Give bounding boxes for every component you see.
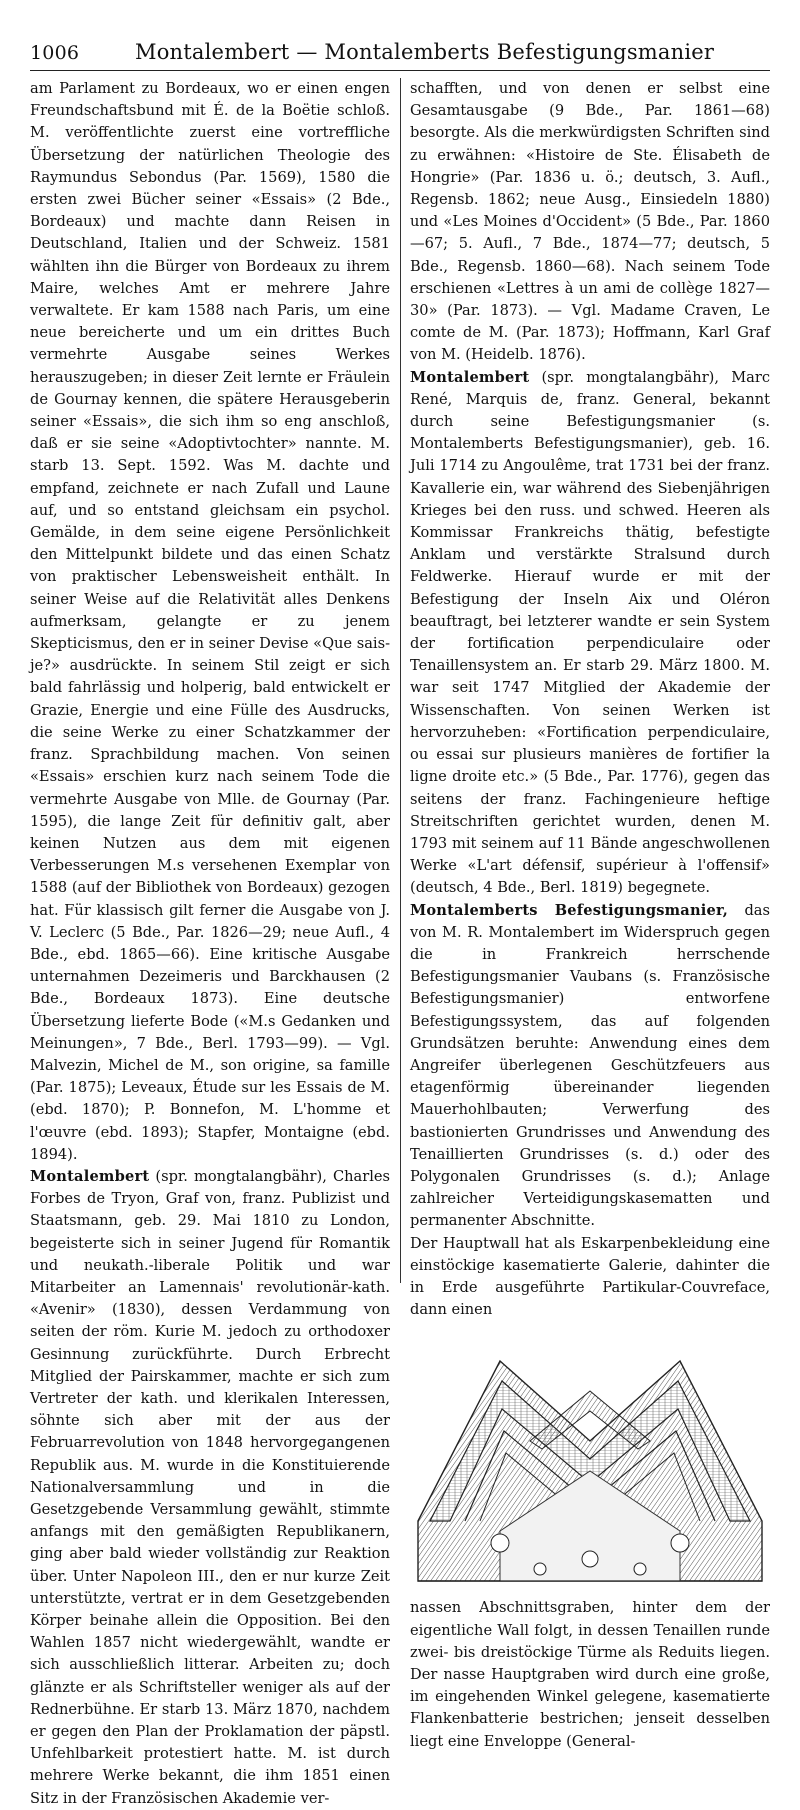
page-number: 1006: [30, 42, 80, 64]
entry-befestigungsmanier: [410, 900, 770, 1233]
left-column: [30, 78, 390, 1810]
entry-text: das von M. R. Montalembert im Widerspruch gegen die in Frankreich herrschende Befestigungsmanier Vaubans (s. Französische Befestigungsmanier) entworfene Befestigungssystem, das auf folgenden Grundsätzen beruhte: Anwendung eines dem Angreifer überlegenen Geschützfeuers aus etagenförmig übereinander liegenden Mauerhohlbauten; Verwerfung des bastionierten Grundrisses und Anwendung des Tenaillierten Grundrisses (s. d.) oder des Polygonalen Grundrisses (s. d.); Anlage zahlreicher Verteidigungskasematten und permanenter Abschnitte.: [410, 901, 770, 1230]
running-title: Montalembert — Montalemberts Befestigungsmanier: [135, 40, 715, 64]
entry-lemma: Montalembert: [410, 368, 530, 386]
entry-text: (spr. mongtalangbähr), Marc René, Marquis de, franz. General, bekannt durch seine Befestigungsmanier (s. Montalemberts Befestigungsmanier), geb. 16. Juli 1714 zu Angoulême, trat 1731 bei der franz. Kavallerie ein, war während des Siebenjährigen Krieges bei den russ. und schwed. Heeren als Kommissar Frankreichs thätig, befestigte Anklam und verstärkte Stralsund durch Feldwerke. Hierauf wurde er mit der Befestigung der Inseln Aix und Oléron beauftragt, bei letzterer wandte er sein System der fortification perpendiculaire oder Tenaillensystem an. Er starb 29. März 1800. M. war seit 1747 Mitglied der Akademie der Wissenschaften. Von seinen Werken ist hervorzuheben: «Fortification perpendiculaire, ou essai sur plusieurs manières de fortifier la ligne droite etc.» (5 Bde., Par. 1776), gegen das seitens der franz. Fachingenieure heftige Streitschriften gerichtet wurden, denen M. 1793 mit seinem auf 11 Bände angeschwollenen Werke «L'art défensif, supérieur à l'offensif» (deutsch, 4 Bde., Berl. 1819) begegnete.: [410, 368, 770, 897]
entry-lemma: Montalemberts Befestigungsmanier,: [410, 901, 729, 919]
page-header: [30, 40, 770, 70]
entry-lemma: Montalembert: [30, 1167, 150, 1185]
entry-continuation: am Parlament zu Bordeaux, wo er einen engen Freundschaftsbund mit É. de la Boëtie schloß. M. veröffentlichte zuerst eine vortreffliche Übersetzung der natürlichen Theologie des Raymundus Sebondus (Par. 1569), 1580 die ersten zwei Bücher seiner «Essais» (2 Bde., Bordeaux) und machte dann Reisen in Deutschland, Italien und der Schweiz. 1581 wählten ihn die Bürger von Bordeaux zu ihrem Maire, welches Amt er mehrere Jahre verwaltete. Er kam 1588 nach Paris, um eine neue bereicherte und um ein drittes Buch vermehrte Ausgabe seines Werkes herauszugeben; in dieser Zeit lernte er Fräulein de Gournay kennen, die spätere Herausgeberin seiner «Essais», die sich ihm so eng anschloß, daß er sie seine «Adoptivtochter» nannte. M. starb 13. Sept. 1592. Was M. dachte und empfand, zeichnete er nach Zufall und Laune auf, und so entstand gleichsam ein psychol. Gemälde, in dem seine eigene Persönlichkeit den Mittelpunkt bildete und das einen Schatz von praktischer Lebensweisheit enthält. In seiner Weise auf die Relativität alles Denkens aufmerksam, gelangte er zu jenem Skepticismus, den er in seiner Devise «Que sais-je?» ausdrückte. In seinem Stil zeigt er sich bald fahrlässig und holperig, bald entwickelt er Grazie, Energie und eine Fülle des Ausdrucks, die seine Werke zu einer Schatzkammer der franz. Sprachbildung machen. Von seinen «Essais» erschien kurz nach seinem Tode die vermehrte Ausgabe von Mlle. de Gournay (Par. 1595), die lange Zeit für definitiv galt, aber keinen Nutzen aus dem mit eigenen Verbesserungen M.s versehenen Exemplar von 1588 (auf der Bibliothek von Bordeaux) gezogen hat. Für klassisch gilt ferner die Ausgabe von J. V. Leclerc (5 Bde., Par. 1826—29; neue Aufl., 4 Bde., ebd. 1865—66). Eine kritische Ausgabe unternahmen Dezeimeris und Barckhausen (2 Bde., Bordeaux 1873). Eine deutsche Übersetzung lieferte Bode («M.s Gedanken und Meinungen», 7 Bde., Berl. 1793—99). — Vgl. Malvezin, Michel de M., son origine, sa famille (Par. 1875); Leveaux, Étude sur les Essais de M. (ebd. 1870); P. Bonnefon, M. L'homme et l'œuvre (ebd. 1893); Stapfer, Montaigne (ebd. 1894).: [30, 80, 390, 1163]
fortification-drawing: [410, 1331, 770, 1589]
entry-paragraph: nassen Abschnittsgraben, hinter dem der eigentliche Wall folgt, in dessen Tenaillen runde zwei- bis dreistöckige Türme als Reduits liegen. Der nasse Hauptgraben wird durch eine große, im eingehenden Winkel gelegene, kasematierte Flankenbatterie bestrichen; jenseit desselben liegt eine Enveloppe (General-: [410, 1599, 770, 1750]
entry-text: (spr. mongtalangbähr), Charles Forbes de Tryon, Graf von, franz. Publizist und Staatsmann, geb. 29. Mai 1810 zu London, begeisterte sich in seiner Jugend für Romantik und neukath.-liberale Politik und war Mitarbeiter an Lamennais' revolutionär-kath. «Avenir» (1830), dessen Verdammung von seiten der röm. Kurie M. jedoch zu orthodoxer Gesinnung zurückführte. Durch Erbrecht Mitglied der Pairskammer, machte er sich zum Vertreter der kath. und klerikalen Interessen, söhnte sich aber mit der aus der Februarrevolution von 1848 hervorgegangenen Republik aus. M. wurde in die Konstituierende Nationalversammlung und in die Gesetzgebende Versammlung gewählt, stimmte anfangs mit den gemäßigten Republikanern, ging aber bald wieder vollständig zur Reaktion über. Unter Napoleon III., den er nur kurze Zeit unterstützte, vertrat er in dem Gesetzgebenden Körper beinahe allein die Opposition. Bei den Wahlen 1857 nicht wiedergewählt, wandte er sich ausschließlich litterar. Arbeiten zu; doch glänzte er als Schriftsteller weniger als auf der Rednerbühne. Er starb 13. März 1870, nachdem er gegen den Plan der Proklamation der päpstl. Unfehlbarkeit protestiert hatte. M. ist durch mehrere Werke bekannt, die ihm 1851 einen Sitz in der Französischen Akademie ver-: [30, 1167, 390, 1807]
entry-montalembert-charles: [30, 1166, 390, 1810]
entry-continuation-right: schafften, und von denen er selbst eine Gesamtausgabe (9 Bde., Par. 1861—68) besorgte. Als die merkwürdigsten Schriften sind zu erwähnen: «Histoire de Ste. Élisabeth de Hongrie» (Par. 1836 u. ö.; deutsch, 3. Aufl., Regensb. 1862; neue Ausg., Einsiedeln 1880) und «Les Moines d'Occident» (5 Bde., Par. 1860—67; 5. Aufl., 7 Bde., 1874—77; deutsch, 5 Bde., Regensb. 1860—68). Nach seinem Tode erschienen «Lettres à un ami de collège 1827—30» (Par. 1873). — Vgl. Madame Craven, Le comte de M. (Par. 1873); Hoffmann, Karl Graf von M. (Heidelb. 1876).: [410, 80, 770, 364]
entry-montalembert-marc: [410, 367, 770, 900]
right-column: [410, 78, 770, 1753]
entry-paragraph: Der Hauptwall hat als Eskarpenbekleidung eine einstöckige kasematierte Galerie, dahinter die in Erde ausgeführte Partikular-Couvreface, dann einen: [410, 1234, 770, 1319]
fortification-illustration: [410, 1331, 770, 1589]
column-divider: [400, 78, 401, 1283]
header-rule: [30, 70, 770, 71]
